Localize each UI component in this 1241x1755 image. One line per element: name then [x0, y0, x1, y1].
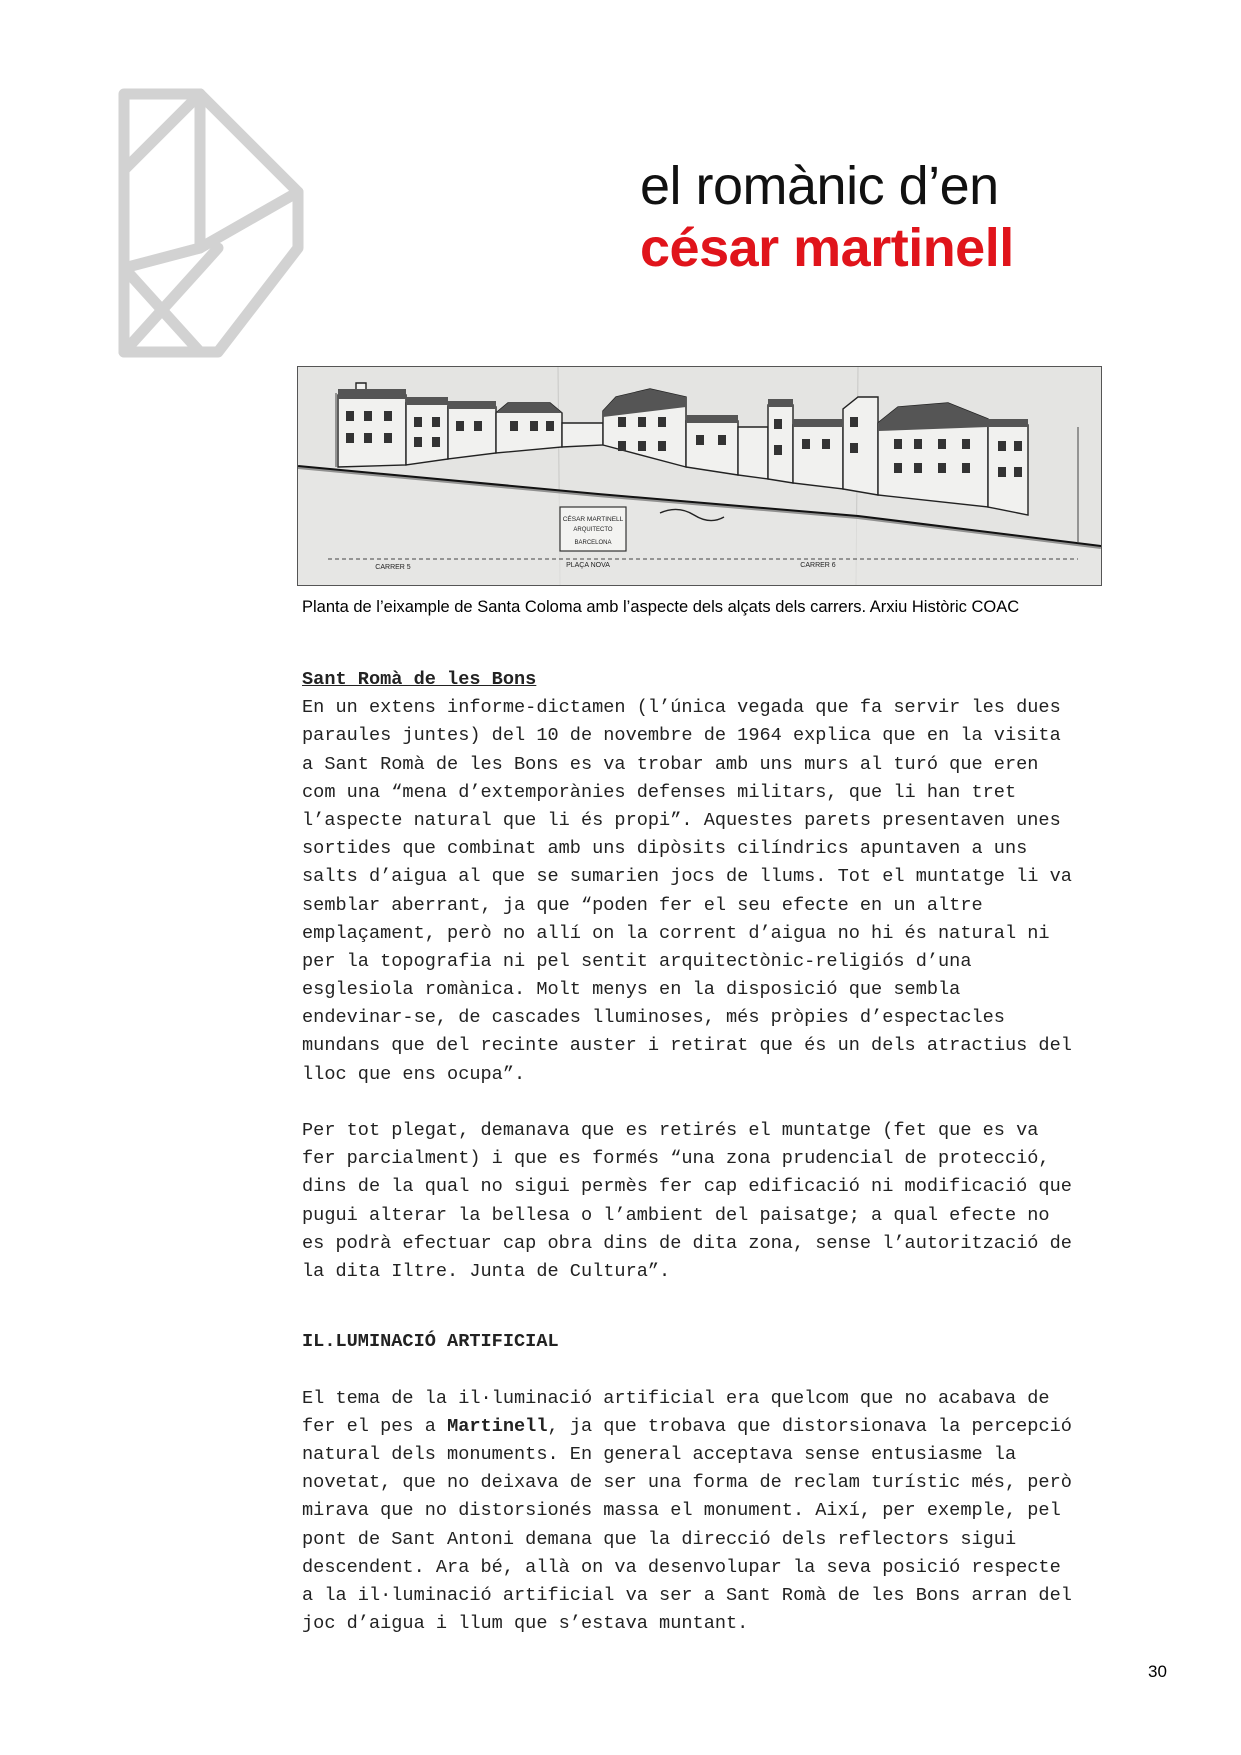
text-line: la dita Iltre. Junta de Cultura”. [302, 1260, 671, 1282]
text-line: pont de Sant Antoni demana que la direcció dels reflectors sigui [302, 1528, 1017, 1550]
text-line: natural dels monuments. En general acceptava sense entusiasme la [302, 1444, 1017, 1466]
text-line: endevinar-se, de cascades lluminoses, més pròpies d’espectacles [302, 1007, 1005, 1029]
text-line: per la topografia ni pel sentit arquitectònic-religiós d’una [302, 950, 972, 972]
text-line [302, 1413, 1172, 1441]
text-line: Per tot plegat, demanava que es retirés el muntatge (fet que es va [302, 1120, 1039, 1141]
figure-caption: Planta de l’eixample de Santa Coloma amb l’aspecte dels alçats dels carrers. Arxiu Històric COAC [302, 598, 1020, 616]
text-line: dins de la qual no sigui permès fer cap edificació ni modificació que [302, 1176, 1072, 1198]
architect-stamp-line: BARCELONA [574, 540, 612, 546]
text-line: pugui alterar la bellesa o l’ambient del paisatge; a qual efecte no [302, 1204, 1050, 1226]
text-line: descendent. Ara bé, allà on va desenvolupar la seva posició respecte [302, 1556, 1061, 1578]
paragraph [302, 1117, 1172, 1286]
text-line: a la il·luminació artificial va ser a Sant Romà de les Bons arran del [302, 1585, 1072, 1606]
section-heading: Sant Romà de les Bons [302, 669, 537, 690]
page-number: 30 [1148, 1662, 1167, 1681]
architect-stamp-line: CÉSAR MARTINELL [562, 516, 624, 523]
text-line: El tema de la il·luminació artificial era quelcom que no acabava de [302, 1387, 1050, 1409]
title-block [640, 155, 1130, 279]
text-line: novetat, que no deixava de ser una forma de reclam turístic més, però [302, 1472, 1072, 1494]
text-fragment: , ja que trobava que distorsionava la percepció [547, 1415, 1072, 1437]
text-line: joc d’aigua i llum que s’estava muntant. [302, 1613, 749, 1635]
text-line: lloc que ens ocupa”. [302, 1063, 526, 1085]
paragraph [302, 694, 1172, 1089]
text-line: mundans que del recinte auster i retirat que és un dels atractius del [302, 1035, 1072, 1057]
section-heading: IL.LUMINACIÓ ARTIFICIAL [302, 1331, 559, 1353]
text-line: sortides que combinat amb uns dipòsits cilíndrics apuntaven a uns [302, 838, 1028, 860]
architect-stamp-line: ARQUITECTO [573, 527, 613, 533]
text-line: fer parcialment) i que es formés “una zona prudencial de protecció, [302, 1148, 1050, 1170]
text-line: a Sant Romà de les Bons es va trobar amb uns murs al turó que eren [302, 753, 1039, 775]
text-line: l’aspecte natural que li és propi”. Aquestes parets presentaven unes [302, 809, 1061, 831]
street-label: PLAÇA NOVA [566, 562, 610, 569]
text-line: emplaçament, però no allí on la corrent d’aigua no hi és natural ni [302, 922, 1050, 944]
text-line: com una “mena d’extemporànies defenses militars, que li han tret [302, 781, 1017, 803]
title-line-primary: el romànic d’en [640, 156, 999, 216]
text-line: En un extens informe-dictamen (l’única vegada que fa servir les dues [302, 697, 1061, 719]
street-label: CARRER 5 [375, 564, 411, 571]
street-label: CARRER 6 [800, 562, 836, 569]
text-line: semblar aberrant, ja que “poden fer el seu efecte en un altre [302, 894, 983, 916]
text-line: mirava que no distorsionés massa el monument. Així, per exemple, pel [302, 1500, 1061, 1522]
title-line-accent: césar martinell [640, 218, 1014, 278]
text-fragment: fer el pes a [302, 1415, 448, 1437]
paragraph [302, 1385, 1172, 1639]
body-text [302, 666, 1172, 1638]
text-line: es podrà efectuar cap obra dins de dita zona, sense l’autorització de [302, 1232, 1072, 1254]
text-line: paraules juntes) del 10 de novembre de 1964 explica que en la visita [302, 725, 1061, 747]
text-line: esglesiola romànica. Molt menys en la disposició que sembla [302, 979, 961, 1001]
text-line: salts d’aigua al que se sumarien jocs de llums. Tot el muntatge li va [302, 866, 1072, 888]
publication-logo-icon [118, 88, 318, 373]
street-elevation-drawing [297, 366, 1102, 586]
bold-name: Martinell [447, 1415, 548, 1437]
